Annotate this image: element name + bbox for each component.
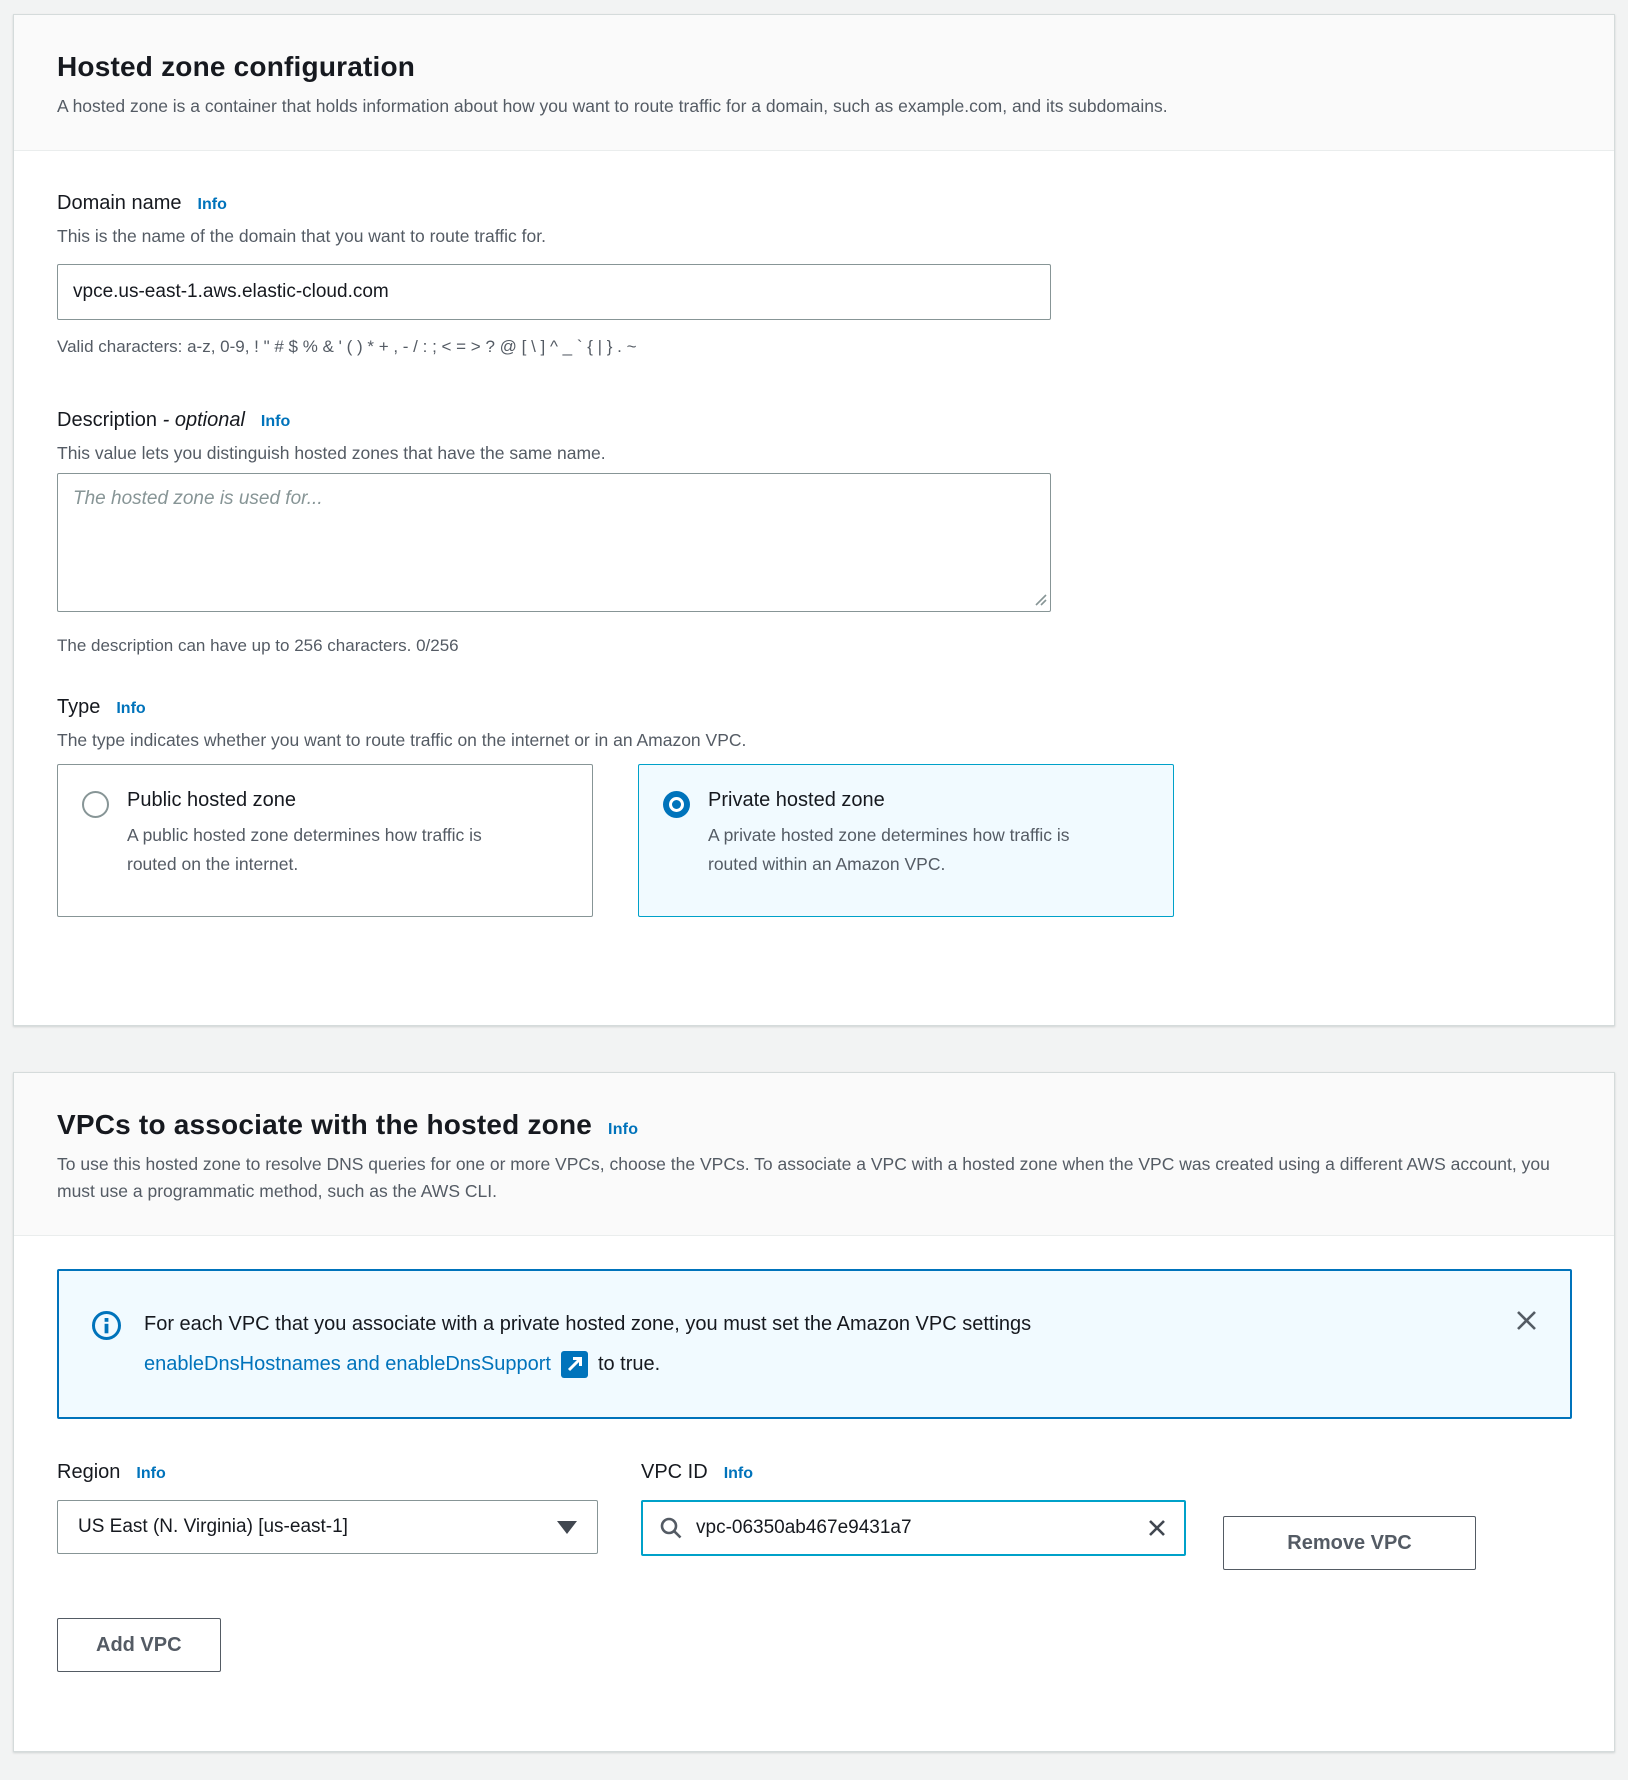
hosted-zone-card-header: [14, 15, 1614, 151]
info-icon: [91, 1310, 122, 1341]
region-info-link[interactable]: Info: [136, 1465, 166, 1482]
vpc-id-info-link[interactable]: Info: [723, 1465, 754, 1482]
domain-name-field: [57, 192, 1571, 359]
type-field: [57, 696, 1571, 917]
banner-text: [144, 1304, 1031, 1384]
description-optional-label: - optional: [162, 409, 245, 431]
public-hosted-zone-title: Public hosted zone: [127, 789, 297, 811]
description-textarea[interactable]: [57, 473, 1051, 612]
page-title: Hosted zone configuration: [57, 51, 416, 82]
public-hosted-zone-option[interactable]: [57, 764, 593, 917]
remove-vpc-button[interactable]: Remove VPC: [1223, 1516, 1476, 1570]
type-help-text: The type indicates whether you want to route traffic on the internet or in an Amazon VPC.: [57, 730, 747, 750]
region-select[interactable]: [57, 1500, 598, 1554]
clear-icon: [1146, 1517, 1168, 1539]
region-label: Region: [57, 1461, 121, 1483]
close-icon: [1513, 1307, 1540, 1334]
vpc-id-search-box: [641, 1500, 1186, 1556]
hosted-zone-configuration-card: [13, 14, 1615, 1026]
region-field: [57, 1461, 641, 1570]
vpcs-card-title: VPCs to associate with the hosted zone Info: [57, 1109, 639, 1140]
banner-close-button[interactable]: [1509, 1303, 1544, 1341]
domain-name-info-link[interactable]: Info: [197, 196, 227, 213]
vpc-association-row: [57, 1461, 1571, 1570]
domain-name-constraint-text: Valid characters: a-z, 0-9, ! " # $ % & ' ( ) * + , - / : ; < = > ? @ [ \ ] ^ _ ` { | } . ~: [57, 337, 637, 356]
banner-line1: For each VPC that you associate with a private hosted zone, you must set the Amazon VPC settings: [144, 1313, 1032, 1335]
hosted-zone-card-body: [14, 192, 1614, 957]
description-label: Description - optional: [57, 409, 245, 431]
external-link-icon[interactable]: [561, 1351, 588, 1378]
description-help-text: This value lets you distinguish hosted zones that have the same name.: [57, 443, 606, 463]
vpc-id-field: [641, 1461, 1186, 1570]
vpcs-associate-card: [13, 1072, 1615, 1752]
vpcs-card-body: [14, 1269, 1614, 1712]
public-hosted-zone-radio[interactable]: [82, 791, 109, 818]
vpc-settings-info-banner: [57, 1269, 1572, 1419]
vpcs-card-header: [14, 1073, 1614, 1236]
chevron-down-icon: [557, 1521, 577, 1534]
public-hosted-zone-description: A public hosted zone determines how traffic is routed on the internet.: [127, 825, 482, 874]
domain-name-input[interactable]: [57, 264, 1051, 320]
vpcs-card-info-link[interactable]: Info: [608, 1121, 639, 1138]
domain-name-help-text: This is the name of the domain that you want to route traffic for.: [57, 226, 546, 246]
vpc-id-label: VPC ID: [641, 1461, 708, 1483]
private-hosted-zone-description: A private hosted zone determines how traffic is routed within an Amazon VPC.: [708, 825, 1070, 874]
description-field: [57, 409, 1571, 658]
region-select-value: US East (N. Virginia) [us-east-1]: [78, 1516, 348, 1537]
private-hosted-zone-option[interactable]: [638, 764, 1174, 917]
search-icon: [659, 1516, 683, 1540]
vpc-id-input[interactable]: [696, 1517, 1133, 1539]
enable-dns-link[interactable]: enableDnsHostnames and enableDnsSupport: [144, 1353, 551, 1375]
vpc-id-clear-button[interactable]: [1146, 1517, 1168, 1539]
description-char-count-hint: The description can have up to 256 characters. 0/256: [57, 636, 459, 655]
domain-name-label: Domain name: [57, 192, 182, 214]
banner-text-after-link: to true.: [597, 1353, 661, 1375]
type-info-link[interactable]: Info: [116, 700, 146, 717]
description-info-link[interactable]: Info: [260, 413, 291, 430]
type-label: Type: [57, 696, 101, 718]
add-vpc-button[interactable]: Add VPC: [57, 1618, 221, 1672]
private-hosted-zone-radio[interactable]: [663, 791, 690, 818]
hosted-zone-card-description: A hosted zone is a container that holds information about how you want to route traffic for a domain, such as example.com, and its subdomains.: [57, 96, 1168, 116]
private-hosted-zone-title: Private hosted zone: [708, 789, 885, 811]
vpcs-card-description: To use this hosted zone to resolve DNS queries for one or more VPCs, choose the VPCs. To associate a VPC with a hosted zone when the VPC was created using a different AWS account, you must use a programmatic method, such as the AWS CLI.: [57, 1154, 1550, 1201]
